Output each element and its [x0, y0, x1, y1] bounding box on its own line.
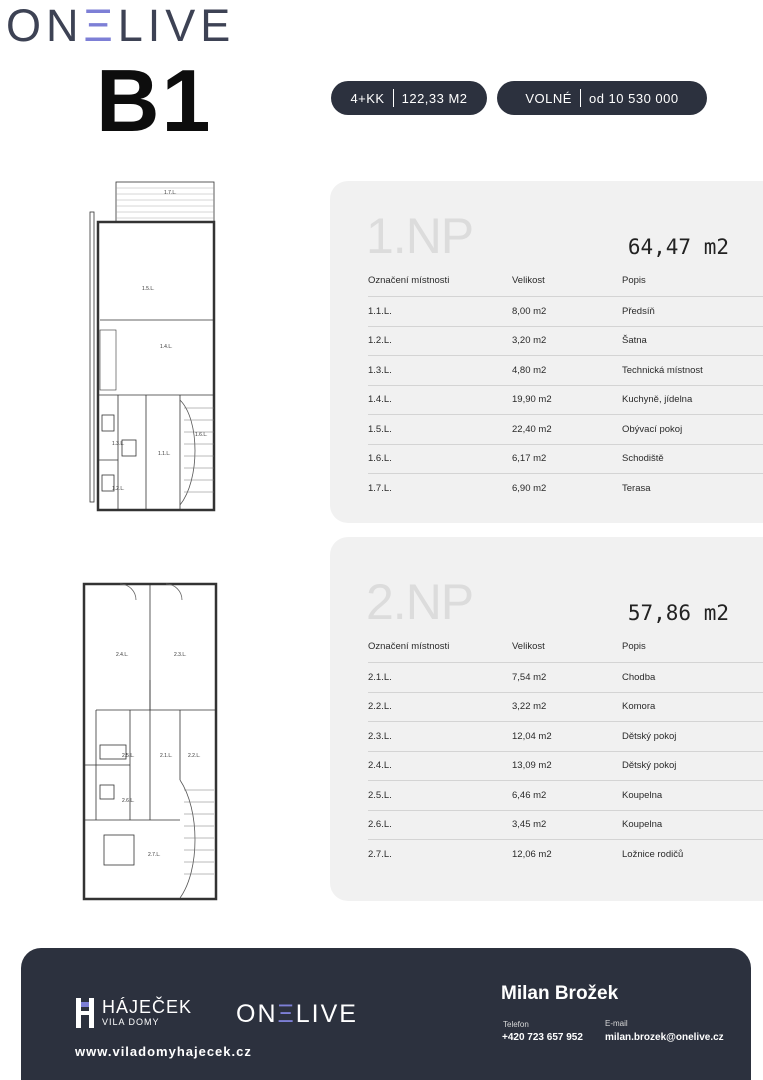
- rooms-table: [368, 641, 763, 870]
- table-row: [368, 356, 763, 386]
- plan-label-2-7: 2.7.L.: [148, 852, 161, 858]
- plan-label-1-3: 1.3.L.: [112, 441, 125, 447]
- room-description: Dětský pokoj: [622, 730, 677, 742]
- layout-area-badge: [331, 81, 487, 115]
- room-id: 1.4.L.: [368, 394, 392, 406]
- plan-label-2-2: 2.2.L.: [188, 753, 201, 759]
- table-row: [368, 722, 763, 752]
- header-size: Velikost: [512, 275, 545, 286]
- room-id: 2.5.L.: [368, 789, 392, 801]
- hajecek-h-icon: [76, 998, 96, 1028]
- room-size: 22,40 m2: [512, 423, 552, 435]
- logo-eq-mark: Ξ: [277, 1000, 296, 1028]
- floor-plan-1np-drawing: [80, 180, 220, 515]
- plan-label-1-7: 1.7.L.: [164, 190, 177, 196]
- floor-plan-2np: [80, 580, 220, 905]
- phone-link[interactable]: +420 723 657 952: [502, 1032, 583, 1043]
- plan-label-1-2: 1.2.L.: [112, 486, 125, 492]
- table-row: [368, 327, 763, 357]
- plan-label-2-3: 2.3.L.: [174, 652, 187, 658]
- hajecek-subtitle: VILA DOMY: [102, 1017, 160, 1027]
- room-size: 7,54 m2: [512, 671, 547, 683]
- table-row: [368, 781, 763, 811]
- room-size: 3,20 m2: [512, 335, 547, 347]
- plan-label-1-5: 1.5.L.: [142, 286, 155, 292]
- room-size: 6,90 m2: [512, 483, 547, 495]
- plan-label-2-1: 2.1.L.: [160, 753, 173, 759]
- divider: [580, 89, 581, 107]
- room-id: 1.1.L.: [368, 305, 392, 317]
- logo-text-on: ON: [6, 0, 84, 51]
- room-size: 6,17 m2: [512, 453, 547, 465]
- room-description: Chodba: [622, 671, 656, 683]
- hajecek-logo: [76, 998, 192, 1028]
- table-header: [368, 641, 763, 663]
- phone-label: Telefon: [503, 1020, 529, 1029]
- plan-label-2-5: 2.5.L.: [122, 753, 135, 759]
- room-id: 1.2.L.: [368, 335, 392, 347]
- plan-label-1-6: 1.6.L.: [195, 432, 208, 438]
- table-row: [368, 663, 763, 693]
- room-id: 2.6.L.: [368, 819, 392, 831]
- room-id: 2.2.L.: [368, 701, 392, 713]
- room-description: Dětský pokoj: [622, 760, 677, 772]
- room-size: 12,04 m2: [512, 730, 552, 742]
- room-description: Předsíň: [622, 305, 655, 317]
- floor-plan-2np-drawing: [80, 580, 220, 905]
- room-size: 13,09 m2: [512, 760, 552, 772]
- email-link[interactable]: milan.brozek@onelive.cz: [605, 1032, 724, 1043]
- hajecek-title: HÁJEČEK: [102, 997, 193, 1017]
- floor-plan-1np: [80, 180, 220, 515]
- table-row: [368, 445, 763, 475]
- plan-label-2-6: 2.6.L.: [122, 798, 135, 804]
- room-size: 8,00 m2: [512, 305, 547, 317]
- logo-text-live: LIVE: [295, 1000, 358, 1028]
- room-size: 12,06 m2: [512, 849, 552, 861]
- room-description: Obývací pokoj: [622, 423, 683, 435]
- table-row: [368, 297, 763, 327]
- floor-name: 1.NP: [366, 208, 474, 264]
- table-header: [368, 275, 763, 297]
- room-id: 2.7.L.: [368, 849, 392, 861]
- table-row: [368, 840, 763, 870]
- floor-card-1np: [330, 181, 763, 523]
- status-label: VOLNÉ: [525, 90, 572, 106]
- rooms-table: [368, 275, 763, 504]
- logo-text-live: LIVE: [117, 0, 236, 51]
- website-link[interactable]: www.viladomyhajecek.cz: [75, 1044, 252, 1059]
- logo-eq-mark: Ξ: [83, 0, 118, 51]
- room-size: 3,22 m2: [512, 701, 547, 713]
- room-id: 2.1.L.: [368, 671, 392, 683]
- table-row: [368, 693, 763, 723]
- logo-text-on: ON: [236, 1000, 278, 1028]
- room-id: 2.4.L.: [368, 760, 392, 772]
- plan-label-1-1: 1.1.L.: [158, 451, 171, 457]
- room-description: Technická místnost: [622, 364, 703, 376]
- table-row: [368, 811, 763, 841]
- room-description: Koupelna: [622, 819, 663, 831]
- room-id: 1.5.L.: [368, 423, 392, 435]
- floor-area: 64,47 m2: [627, 235, 729, 259]
- unit-title: B1: [96, 51, 213, 150]
- room-size: 6,46 m2: [512, 789, 547, 801]
- room-description: Koupelna: [622, 789, 663, 801]
- layout-label: 4+KK: [350, 90, 385, 106]
- table-row: [368, 752, 763, 782]
- header-size: Velikost: [512, 641, 545, 652]
- room-id: 1.6.L.: [368, 453, 392, 465]
- room-id: 1.3.L.: [368, 364, 392, 376]
- table-row: [368, 386, 763, 416]
- floor-card-2np: [330, 537, 763, 901]
- header-description: Popis: [622, 275, 646, 286]
- floor-area: 57,86 m2: [627, 601, 729, 625]
- footer: [21, 948, 751, 1080]
- room-description: Schodiště: [622, 453, 664, 465]
- total-area-label: 122,33 M2: [401, 90, 468, 106]
- floor-name: 2.NP: [366, 574, 474, 630]
- room-size: 4,80 m2: [512, 364, 547, 376]
- plan-label-2-4: 2.4.L.: [116, 652, 129, 658]
- room-size: 3,45 m2: [512, 819, 547, 831]
- plan-label-1-4: 1.4.L.: [160, 344, 173, 350]
- header-description: Popis: [622, 641, 646, 652]
- status-price-badge: [497, 81, 707, 115]
- room-description: Komora: [622, 701, 656, 713]
- agent-name: Milan Brožek: [501, 983, 619, 1004]
- header-room-id: Označení místnosti: [368, 641, 450, 652]
- room-description: Ložnice rodičů: [622, 849, 684, 861]
- room-description: Šatna: [622, 335, 647, 347]
- email-label: E-mail: [605, 1019, 628, 1028]
- header-room-id: Označení místnosti: [368, 275, 450, 286]
- table-row: [368, 474, 763, 504]
- divider: [393, 89, 394, 107]
- room-id: 1.7.L.: [368, 483, 392, 495]
- room-description: Terasa: [622, 483, 651, 495]
- room-description: Kuchyně, jídelna: [622, 394, 693, 406]
- price-label: od 10 530 000: [588, 90, 679, 106]
- room-id: 2.3.L.: [368, 730, 392, 742]
- footer-onelive-logo: [236, 999, 358, 1029]
- room-size: 19,90 m2: [512, 394, 552, 406]
- onelive-logo: [6, 2, 235, 50]
- table-row: [368, 415, 763, 445]
